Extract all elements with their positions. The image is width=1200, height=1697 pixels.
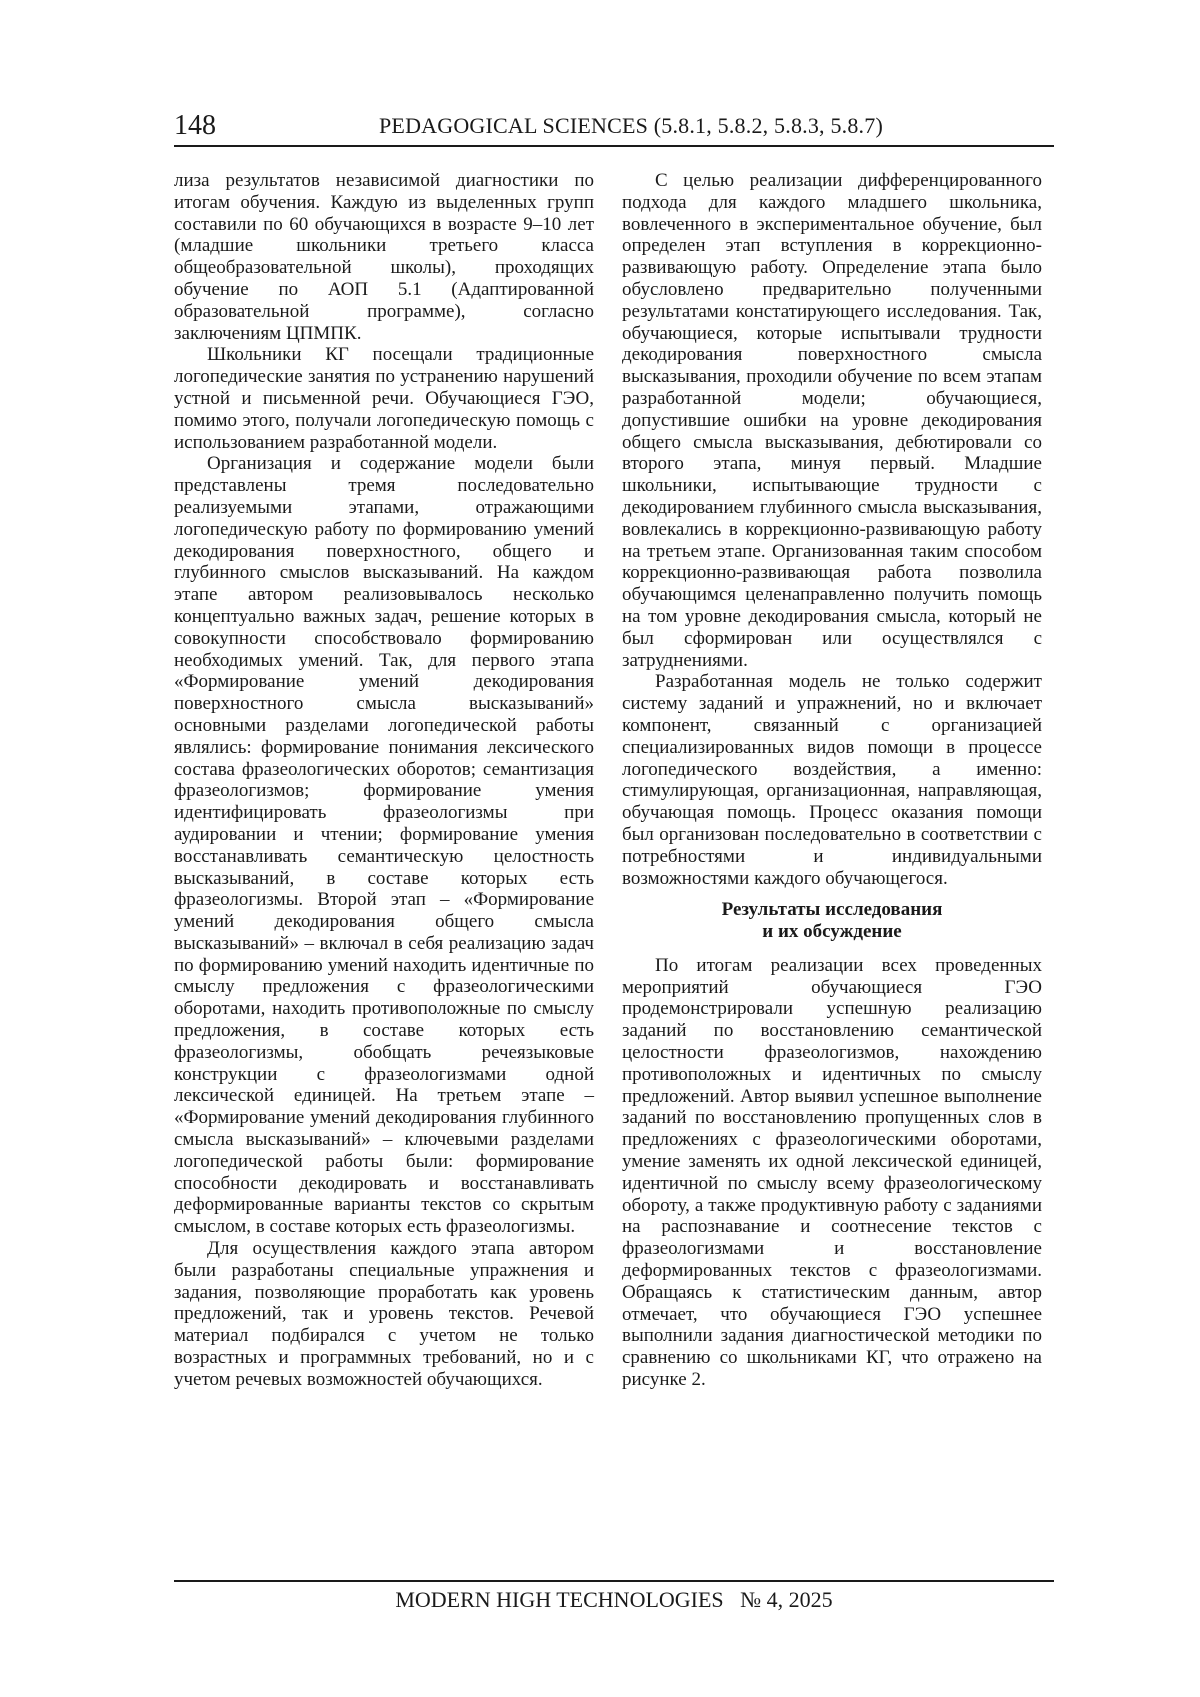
paragraph: лиза результатов независимой диагностики по итогам обучения. Каждую из выделенных групп составили по 60 обучающихся в возрасте 9–10 лет (младшие школьники третьего класса общеобразовательной школы), проходящих обучение по АОП 5.1 (Адаптированной образовательной программе), согласно заключениям ЦПМПК. xyxy=(174,170,594,344)
page-number: 148 xyxy=(174,110,216,141)
paragraph: По итогам реализации всех проведенных мероприятий обучающиеся ГЭО продемонстрировали успешную реализацию заданий по восстановлению семантической целостности фразеологизмов, нахождению противоположных и идентичных по смыслу предложений. Автор выявил успешное выполнение заданий по восстановлению пропущенных слов в предложениях с фразеологическими оборотами, умение заменять их одной лексической единицей, идентичной по смыслу всему фразеологическому обороту, а также продуктивную работу с заданиями на распознавание и соотнесение текстов с фразеологизмами и восстановление деформированных текстов с фразеологизмами. Обращаясь к статистическим данным, автор отмечает, что обучающиеся ГЭО успешнее выполнили задания диагностической методики по сравнению со школьниками КГ, что отражено на рисунке 2. xyxy=(622,954,1042,1391)
paragraph: Школьники КГ посещали традиционные логопедические занятия по устранению нарушений устной и письменной речи. Обучающиеся ГЭО, помимо этого, получали логопедическую помощь с использованием разработанной модели. xyxy=(174,344,594,453)
header-rule xyxy=(174,145,1054,147)
running-header xyxy=(174,108,1054,144)
footer-rule xyxy=(174,1580,1054,1582)
paragraph: Разработанная модель не только содержит систему заданий и упражнений, но и включает компонент, связанный с организацией специализированных видов помощи в процессе логопедического воздействия, а именно: стимулирующая, организационная, направляющая, обучающая помощь. Процесс оказания помощи был организован последовательно в соответствии с потребностями и индивидуальными возможностями каждого обучающегося. xyxy=(622,671,1042,889)
footer-issue: № 4, 2025 xyxy=(740,1587,833,1612)
section-heading-line: и их обсуждение xyxy=(762,921,902,943)
section-heading xyxy=(622,899,1042,943)
journal-section-title: PEDAGOGICAL SCIENCES (5.8.1, 5.8.2, 5.8.3, 5.8.7) xyxy=(379,113,883,138)
paragraph: Для осуществления каждого этапа автором были разработаны специальные упражнения и задания, позволяющие проработать как уровень предложений, так и уровень текстов. Речевой материал подбирался с учетом не только возрастных и программных требований, но и с учетом речевых возможностей обучающихся. xyxy=(174,1238,594,1390)
footer-journal-name: MODERN HIGH TECHNOLOGIES xyxy=(395,1587,724,1612)
section-heading-line: Результаты исследования xyxy=(721,899,943,921)
paragraph: Организация и содержание модели были представлены тремя последовательно реализуемыми этапами, отражающими логопедическую работу по формированию умений декодирования поверхностного, общего и глубинного смыслов высказываний. На каждом этапе автором реализовывалось несколько концептуально важных задач, решение которых в совокупности способствовало формированию необходимых умений. Так, для первого этапа «Формирование умений декодирования поверхностного смысла высказываний» основными разделами логопедической работы являлись: формирование понимания лексического состава фразеологических оборотов; семантизация фразеологизмов; формирование умения идентифицировать фразеологизмы при аудировании и чтении; формирование умения восстанавливать семантическую целостность высказываний, в составе которых есть фразеологизмы. Второй этап – «Формирование умений декодирования общего смысла высказываний» – включал в себя реализацию задач по формированию умений находить идентичные по смыслу предложения с фразеологическими оборотами, находить противоположные по смыслу предложения, в составе которых есть фразеологизмы, обобщать речеязыковые конструкции с фразеологизмами одной лексической единицей. На третьем этапе – «Формирование умений декодирования глубинного смысла высказываний» – ключевыми разделами логопедической работы были: формирование способности декодировать и восстанавливать деформированные варианты текстов со скрытым смыслом, в составе которых есть фразеологизмы. xyxy=(174,453,594,1238)
right-column xyxy=(622,170,1042,1391)
paragraph: С целью реализации дифференцированного подхода для каждого младшего школьника, вовлеченного в экспериментальное обучение, был определен этап вступления в коррекционно-развивающую работу. Определение этапа было обусловлено предварительно полученными результатами констатирующего исследования. Так, обучающиеся, которые испытывали трудности декодирования поверхностного смысла высказывания, проходили обучение по всем этапам разработанной модели; обучающиеся, допустившие ошибки на уровне декодирования общего смысла высказывания, дебютировали со второго этапа, минуя первый. Младшие школьники, испытывающие трудности с декодированием глубинного смысла высказывания, вовлекались в коррекционно-развивающую работу на третьем этапе. Организованная таким способом коррекционно-развивающая работа позволила обучающимся целенаправленно получить помощь на том уровне декодирования смысла, который не был сформирован или осуществлялся с затруднениями. xyxy=(622,170,1042,671)
running-footer xyxy=(174,1583,1054,1617)
left-column xyxy=(174,170,594,1391)
